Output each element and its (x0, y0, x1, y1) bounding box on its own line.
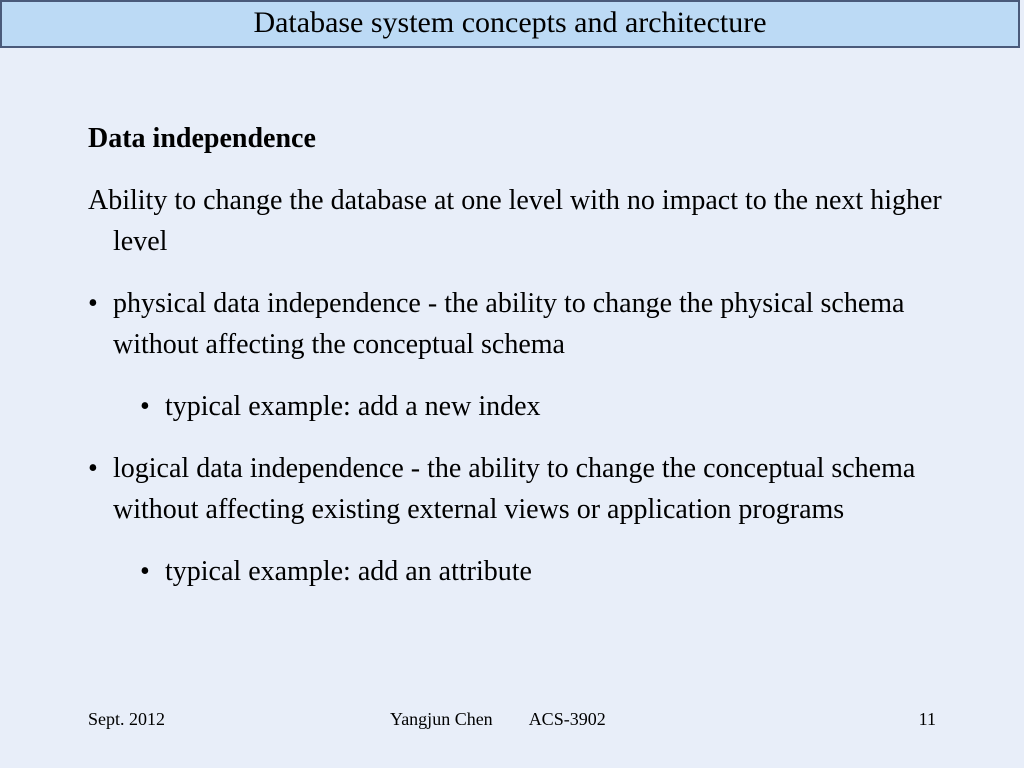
bullet-dot: • (88, 288, 98, 319)
footer-page-number: 11 (918, 709, 936, 729)
sub-bullet-text: typical example: add an attribute (165, 556, 532, 587)
sub-bullet-text: typical example: add a new index (165, 391, 541, 422)
sub-bullet-physical-example (88, 386, 948, 427)
slide-title: Database system concepts and architecture (253, 6, 767, 39)
footer-author-course (390, 707, 606, 731)
footer-author: Yangjun Chen (390, 709, 493, 729)
bullet-dot: • (88, 453, 98, 484)
bullet-dot: • (140, 556, 150, 587)
bullet-dot: • (140, 391, 150, 422)
section-heading: Data independence (88, 123, 316, 154)
footer-date: Sept. 2012 (88, 709, 166, 729)
slide-title-bar (0, 0, 1020, 48)
bullet-logical-independence (88, 448, 948, 530)
sub-bullet-logical-example (88, 551, 948, 592)
intro-paragraph: Ability to change the database at one level with no impact to the next higher level (88, 185, 942, 257)
bullet-text: physical data independence - the ability to change the physical schema without affecting the conceptual schema (113, 288, 905, 360)
slide-content (88, 118, 948, 613)
bullet-text: logical data independence - the ability to change the conceptual schema without affecting existing external views or application programs (113, 453, 916, 525)
footer-course: ACS-3902 (528, 709, 606, 729)
bullet-physical-independence (88, 283, 948, 365)
